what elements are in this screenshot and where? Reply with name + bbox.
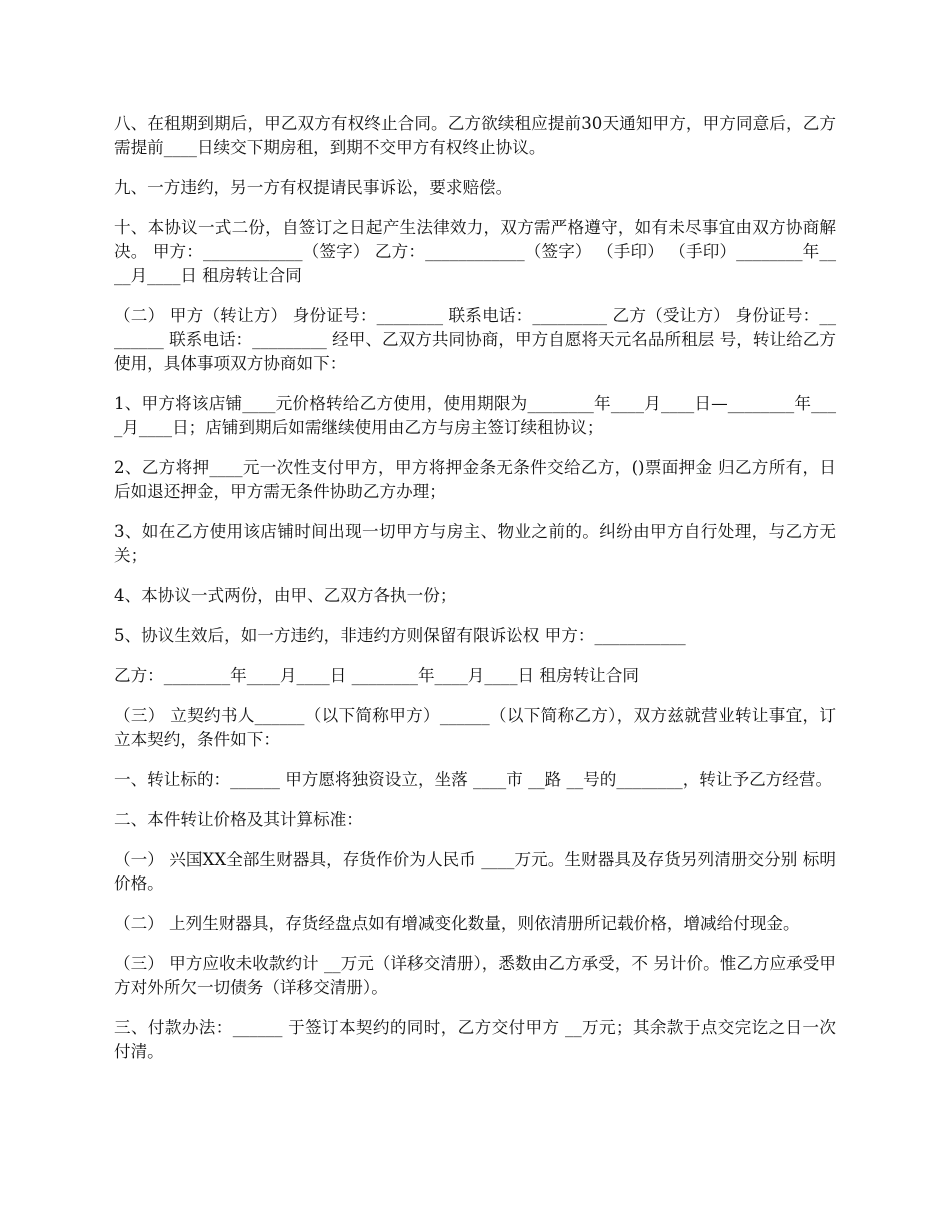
contract-3-section-2-item-1: （一） 兴国XX全部生财器具，存货作价为人民币 ____万元。生财器具及存货另列清册交分别 标明价格。 [114,850,836,893]
contract-3-section-2: 二、本件转让价格及其计算标准： [114,810,363,829]
contract-2-item-3: 3、如在乙方使用该店铺时间出现一切甲方与房主、物业之前的。纠纷由甲方自行处理，与乙方无关； [114,522,836,565]
contract-2-item-4: 4、本协议一式两份，由甲、乙双方各执一份； [114,586,457,605]
clause-10-signature: 十、本协议一式二份，自签订之日起产生法律效力，双方需严格遵守，如有未尽事宜由双方协商解决。 甲方：____________（签字） 乙方：____________（签字） （手印） （手印）________年____月____日 租房转让合同 [114,218,836,285]
clause-8: 八、在租期到期后，甲乙双方有权终止合同。乙方欲续租应提前30天通知甲方，甲方同意后，乙方需提前____日续交下期房租，到期不交甲方有权终止协议。 [114,114,836,157]
contract-3-section-3: 三、付款办法：______ 于签订本契约的同时，乙方交付甲方 __万元；其余款于点交完讫之日一次付清。 [114,1018,836,1061]
contract-2-parties: （二） 甲方（转让方） 身份证号：________ 联系电话：_________ 乙方（受让方） 身份证号：________ 联系电话：_________ 经甲、乙双方共同协商，甲方自愿将天元名品所租层 号，转让给乙方使用，具体事项双方协商如下： [114,306,836,373]
contract-2-signature: 乙方：________年____月____日 ________年____月____日 租房转让合同 [114,666,639,685]
contract-3-section-1: 一、转让标的：______ 甲方愿将独资设立，坐落 ____市 __路 __号的________，转让予乙方经营。 [114,770,833,789]
contract-2-item-5: 5、协议生效后，如一方违约，非违约方则保留有限诉讼权 甲方：___________ [114,626,686,645]
contract-2-item-1: 1、甲方将该店铺____元价格转给乙方使用，使用期限为________年____月____日—________年____月____日；店铺到期后如需继续使用由乙方与房主签订续租协议； [114,394,836,437]
clause-9: 九、一方违约，另一方有权提请民事诉讼，要求赔偿。 [114,178,513,197]
contract-3-section-2-item-2: （二） 上列生财器具，存货经盘点如有增减变化数量，则依清册所记载价格，增减给付现金。 [114,914,800,933]
document-body [114,112,836,1080]
contract-3-section-2-item-3: （三） 甲方应收未收款约计 __万元（详移交清册），悉数由乙方承受，不 另计价。惟乙方应承受甲方对外所欠一切债务（详移交清册）。 [114,954,836,997]
contract-3-intro: （三） 立契约书人______（以下简称甲方）______（以下简称乙方），双方兹就营业转让事宜，订立本契约，条件如下： [114,706,836,749]
contract-2-item-2: 2、乙方将押____元一次性支付甲方，甲方将押金条无条件交给乙方，()票面押金 归乙方所有，日后如退还押金，甲方需无条件协助乙方办理； [114,458,836,501]
